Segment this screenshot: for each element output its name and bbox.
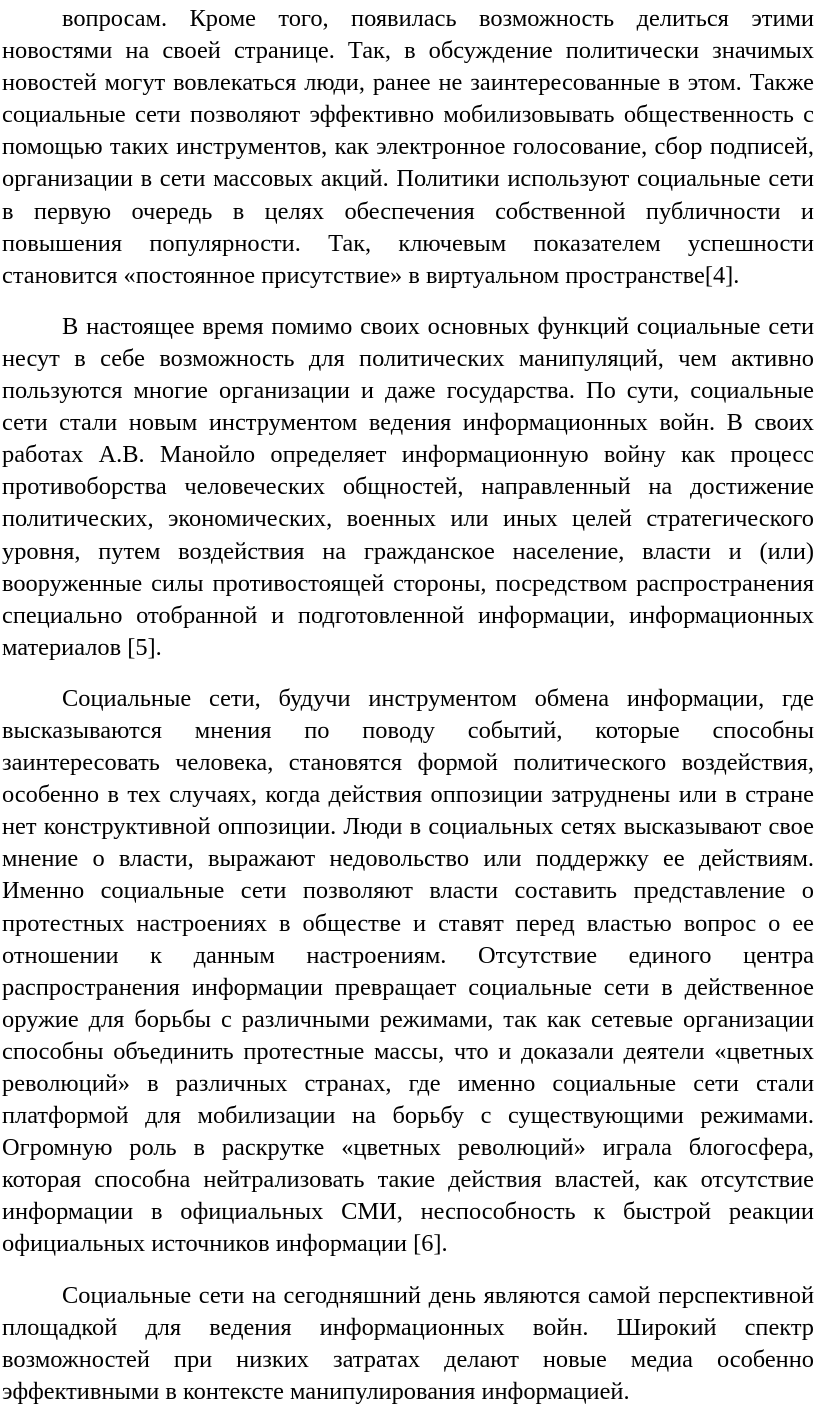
document-page: [2, 0, 814, 1408]
paragraph-information-war: В настоящее время помимо своих основных функций социальные сети несут в себе возможность для политических манипуляций, чем активно пользуются многие организации и даже государства. По сути, социальные сети стали новым инструментом ведения информационных войн. В своих работах А.В. Манойло определяет информационную войну как процесс противоборства человеческих общностей, направленный на достижение политических, экономических, военных или иных целей стратегического уровня, путем воздействия на гражданское население, власти и (или) вооруженные силы противостоящей стороны, посредством распространения специально отобранной и подготовленной информации, информационных материалов [5].: [2, 312, 814, 661]
paragraph-continued: вопросам. Кроме того, появилась возможность делиться этими новостями на своей странице. Так, в обсуждение политически значимых новостей могут вовлекаться люди, ранее не заинтересованные в этом. Также социальные сети позволяют эффективно мобилизовывать общественность с помощью таких инструментов, как электронное голосование, сбор подписей, организации в сети массовых акций. Политики используют социальные сети в первую очередь в целях обеспечения собственной публичности и повышения популярности. Так, ключевым показателем успешности становится «постоянное присутствие» в виртуальном пространстве[4].: [2, 5, 814, 289]
paragraph-perspective-platform: Социальные сети на сегодняшний день являются самой перспективной площадкой для ведения информационных войн. Широкий спектр возможностей при низких затратах делают новые медиа особенно эффективными в контексте манипулирования информацией.: [2, 1281, 814, 1405]
paragraph-political-influence: Социальные сети, будучи инструментом обмена информации, где высказываются мнения по поводу событий, которые способны заинтересовать человека, становятся формой политического воздействия, особенно в тех случаях, когда действия оппозиции затруднены или в стране нет конструктивной оппозиции. Люди в социальных сетях высказывают свое мнение о власти, выражают недовольство или поддержку ее действиям. Именно социальные сети позволяют власти составить представление о протестных настроениях в обществе и ставят перед властью вопрос о ее отношении к данным настроениям. Отсутствие единого центра распространения информации превращает социальные сети в действенное оружие для борьбы с различными режимами, так как сетевые организации способны объединить протестные массы, что и доказали деятели «цветных революций» в различных странах, где именно социальные сети стали платформой для мобилизации на борьбу с существующими режимами. Огромную роль в раскрутке «цветных революций» играла блогосфера, которая способна нейтрализовать такие действия властей, как отсутствие информации в официальных СМИ, неспособность к быстрой реакции официальных источников информации [6].: [2, 684, 814, 1258]
